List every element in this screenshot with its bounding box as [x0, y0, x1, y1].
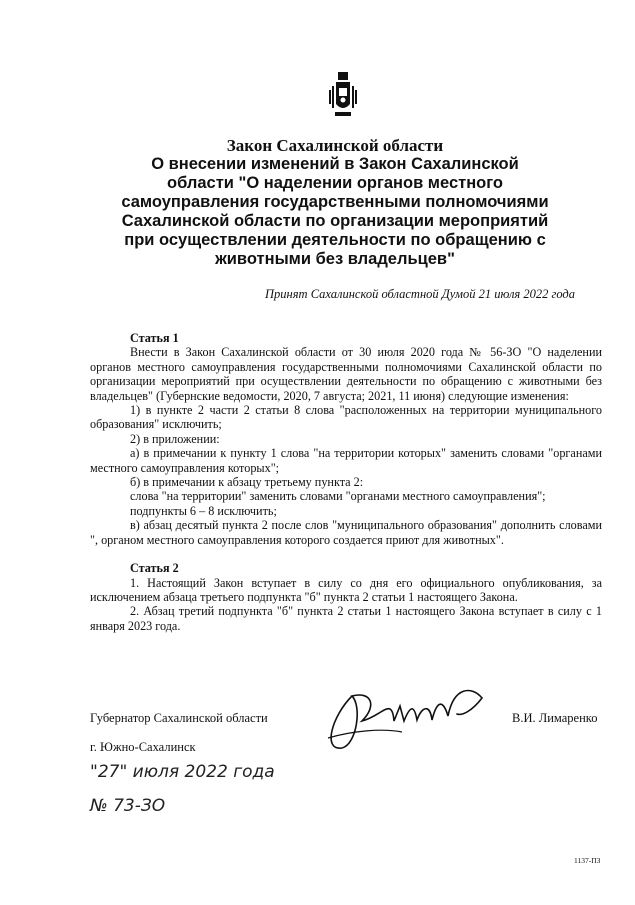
title-line: Сахалинской области по организации мероприятий — [121, 212, 549, 230]
article-1-item: слова "на территории" заменить словами "органами местного самоуправления"; — [130, 489, 546, 504]
article-2-item: 2. Абзац третий подпункта "б" пункта 2 статьи 1 настоящего Закона вступает в силу с 1 января 2023 года. — [90, 604, 602, 633]
article-1-intro: Внести в Закон Сахалинской области от 30 июля 2020 года № 56-ЗО "О наделении органов местного самоуправления государственными полномочиями Сахалинской области по организации мероприятий при осуществлении деятельности по обращению с животными без владельцев" (Губернские ведомости, 2020, 7 августа; 2021, 11 июня) следующие изменения: — [90, 345, 602, 403]
handwritten-date: "27" июля 2022 года — [90, 762, 275, 782]
title-line: при осуществлении деятельности по обращению с — [124, 231, 546, 249]
title-line: О внесении изменений в Закон Сахалинской — [151, 155, 519, 173]
article-1-item: подпункты 6 – 8 исключить; — [130, 503, 277, 518]
article-1-item: в) абзац десятый пункта 2 после слов "муниципального образования" дополнить словами ", органом местного самоуправления которого создается приют для животных". — [90, 518, 602, 547]
handwritten-signature — [322, 676, 492, 756]
article-1-item: 1) в пункте 2 части 2 статьи 8 слова "расположенных на территории муниципального образования" исключить; — [90, 403, 602, 432]
article-1-item: 2) в приложении: — [130, 431, 220, 446]
article-2-heading: Статья 2 — [130, 561, 179, 576]
handwritten-law-number: № 73-ЗО — [90, 796, 166, 816]
article-1-item: а) в примечании к пункту 1 слова "на территории которых" заменить словами "органами местного самоуправления которых"; — [90, 446, 602, 475]
signatory-position: Губернатор Сахалинской области — [90, 711, 268, 725]
law-body — [90, 331, 602, 633]
adoption-note: Принят Сахалинской областной Думой 21 июля 2022 года — [265, 287, 575, 301]
law-title: Закон Сахалинской области — [226, 136, 444, 155]
title-line: самоуправления государственными полномочиями — [121, 193, 549, 211]
title-line: животными без владельцев" — [215, 250, 455, 268]
document-code: 1137-ПЗ — [574, 856, 601, 865]
signatory-name: В.И. Лимаренко — [512, 711, 598, 725]
article-1-item: б) в примечании к абзацу третьему пункта 2: — [130, 475, 364, 490]
article-2-item: 1. Настоящий Закон вступает в силу со дня его официального опубликования, за исключением абзаца третьего подпункта "б" пункта 2 статьи 1 настоящего Закона. — [90, 575, 602, 604]
coat-of-arms-emblem — [329, 72, 357, 120]
document-title — [70, 136, 600, 269]
article-1-heading: Статья 1 — [130, 331, 179, 345]
signing-city: г. Южно-Сахалинск — [90, 740, 196, 754]
title-line: области "О наделении органов местного — [167, 174, 503, 192]
